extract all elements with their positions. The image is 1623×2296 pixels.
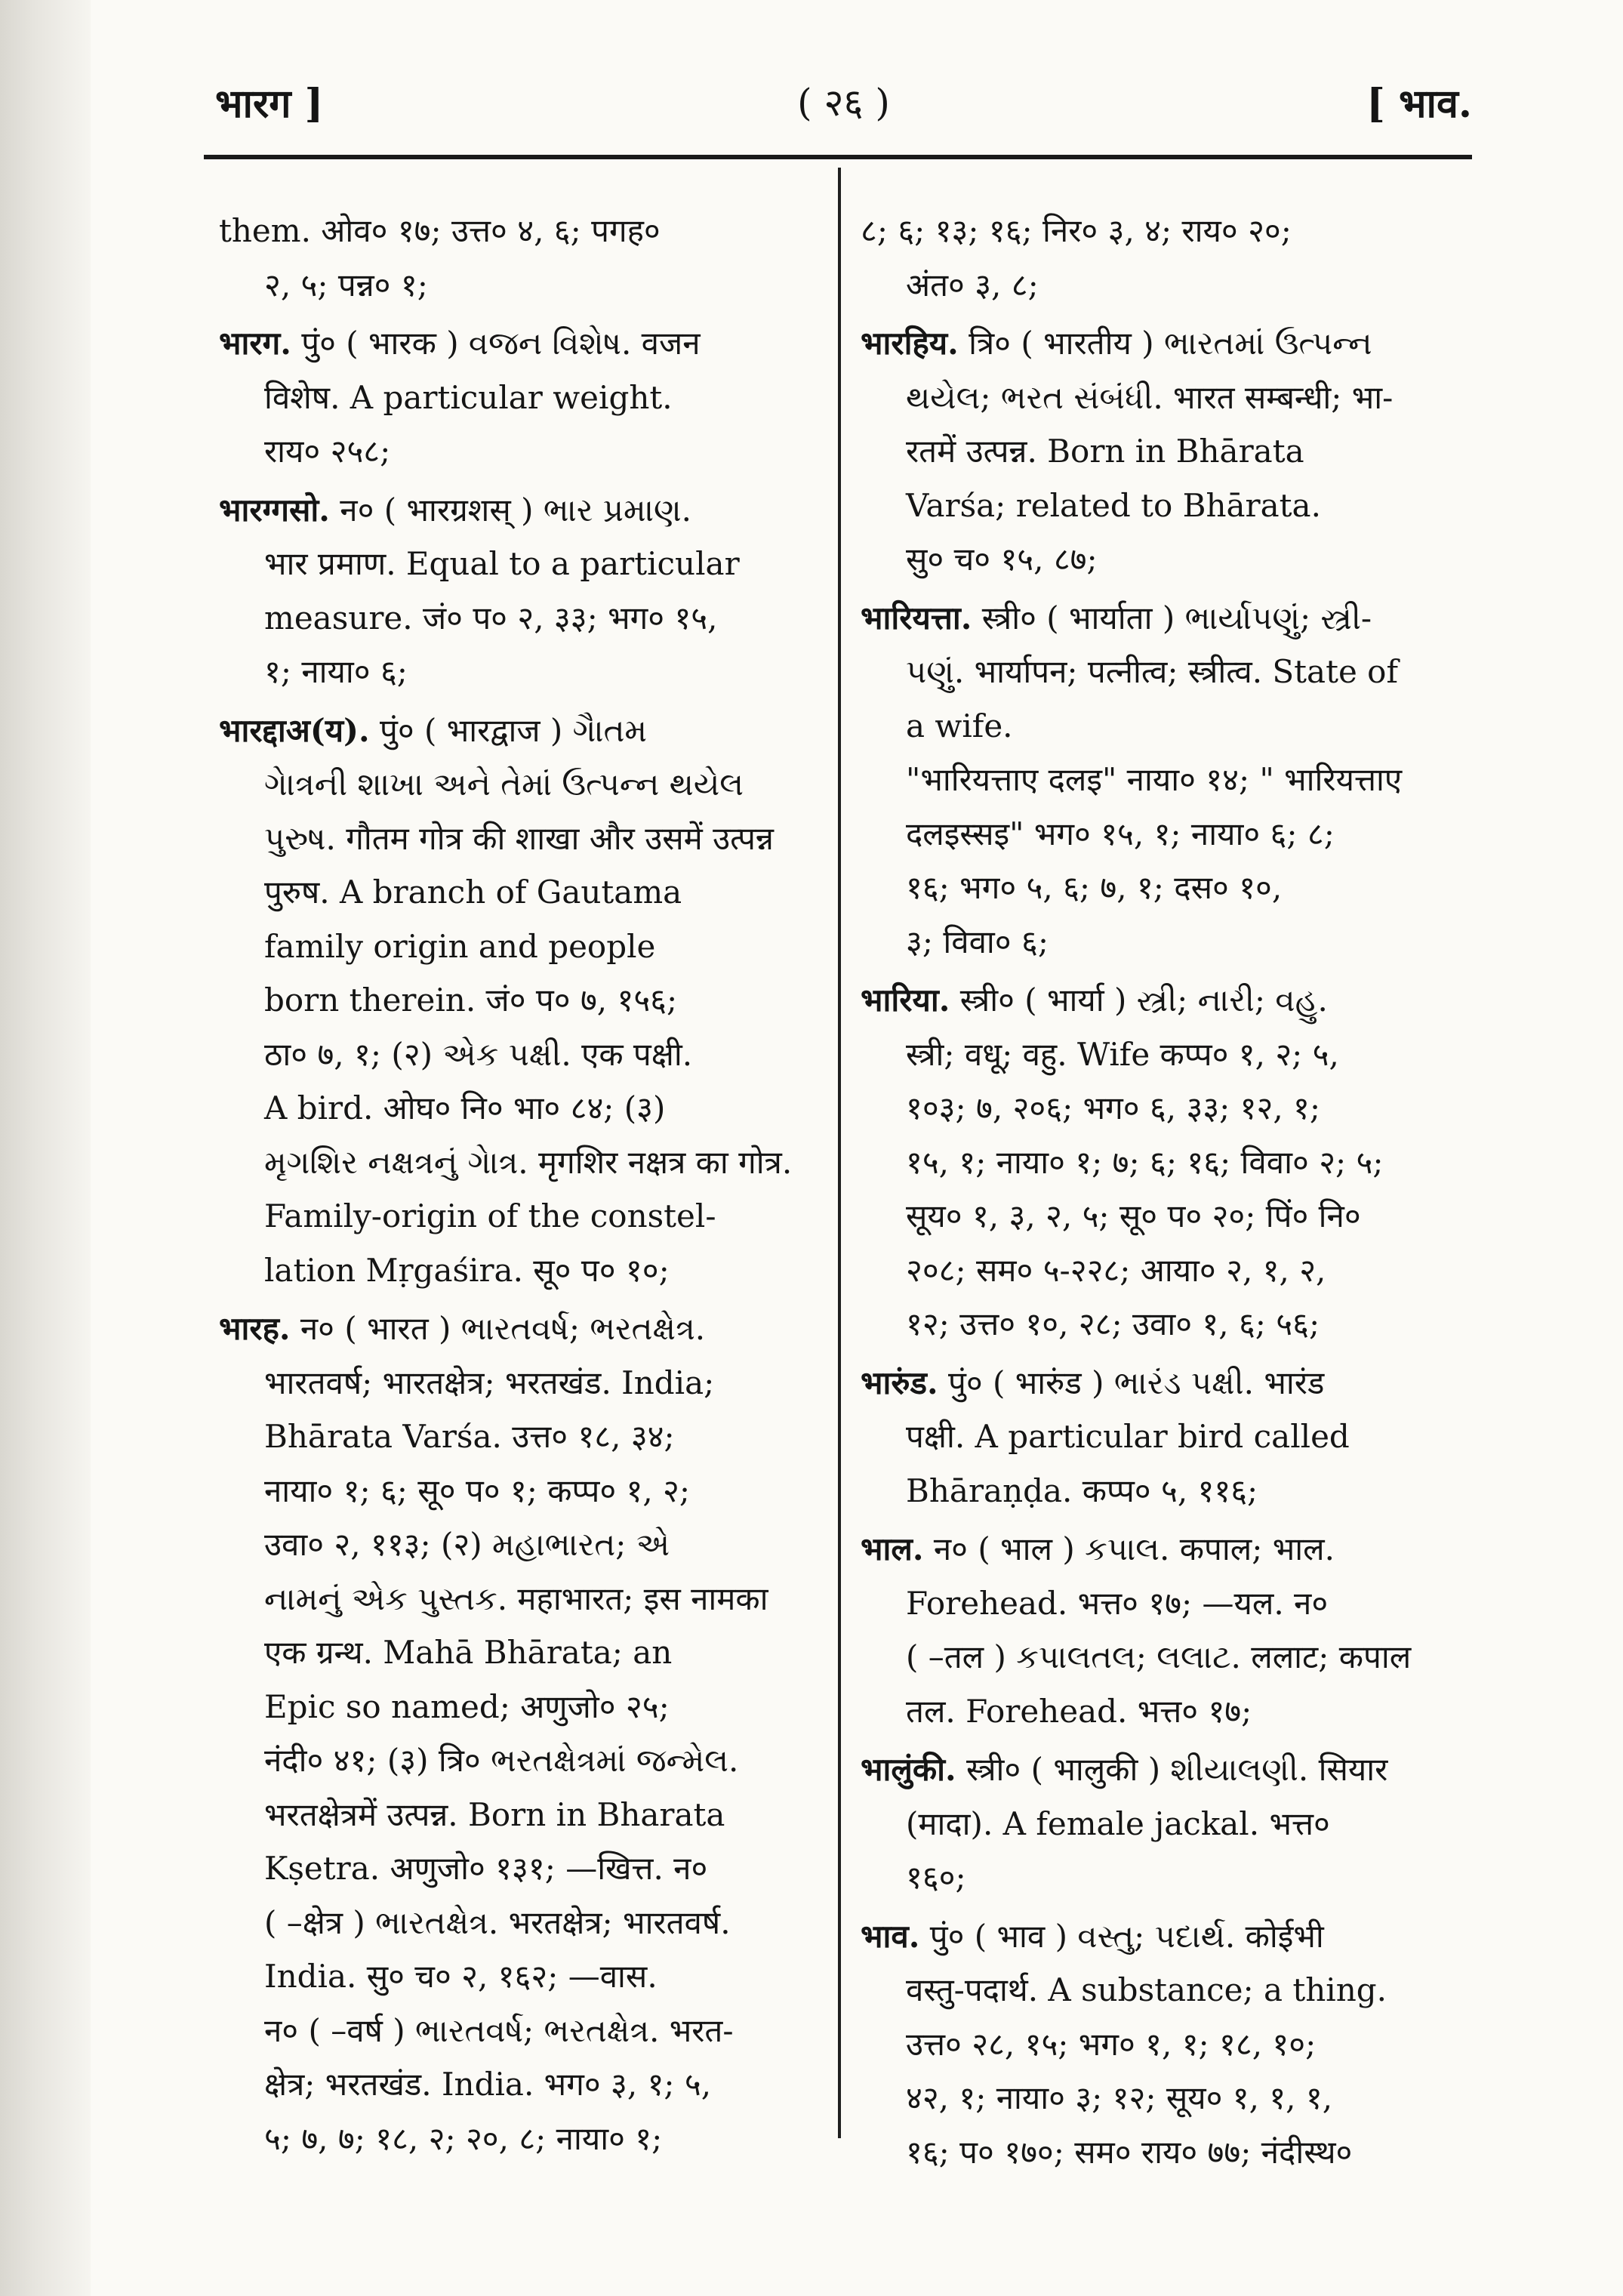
entry-line: [219, 2057, 815, 2112]
entry-text: अंत० ३, ८;: [906, 266, 1039, 304]
entry-line: [219, 1949, 815, 2004]
entry-line: [219, 591, 815, 646]
entry-text: A bird. ओघ० नि० भा० ८४; (३): [264, 1089, 666, 1126]
entry-text: Bhāraṇḍa. कप्प० ५, ११६;: [906, 1472, 1258, 1509]
entry-headword: भारग्गसो.: [219, 491, 330, 529]
entry-headword: भारहिय.: [861, 325, 959, 362]
entry-text: ગેાત્રની શાખા અને તેમાં ઉત્પન્ન થયેલ: [264, 766, 744, 803]
entry-line: [219, 1410, 815, 1464]
entry-line: [861, 1081, 1464, 1136]
entry-line: [861, 2017, 1464, 2072]
entry-text: नाया० १; ६; सू० प० १; कप्प० १, २;: [264, 1472, 691, 1509]
entry-text: राय० २५८;: [264, 433, 391, 470]
entry-line: [219, 316, 815, 371]
entry-text: उत्त० २८, १५; भग० १, १; १८, १०;: [906, 2025, 1317, 2063]
entry-line: [861, 1356, 1464, 1410]
entry-line: [219, 1896, 815, 1950]
entry-headword: भारियत्ता.: [861, 599, 972, 636]
entry-line: [861, 371, 1464, 425]
dictionary-entry: [861, 1743, 1464, 1905]
entry-text: पुं० ( भारक ) વજન વિશેષ. वजन: [301, 325, 701, 362]
entry-text: २०८; सम० ५-२२८; आया० २, १, २,: [906, 1251, 1326, 1289]
entry-text: पक्षी. A particular bird called: [906, 1418, 1350, 1455]
entry-text: भरतक्षेत्रमें उत्पन्न. Born in Bharata: [264, 1795, 725, 1833]
entry-line: [861, 591, 1464, 646]
entry-line: [861, 645, 1464, 699]
entry-line: [861, 1576, 1464, 1631]
entry-text: १५, १; नाया० १; ७; ६; १६; विवा० २; ५;: [906, 1143, 1384, 1181]
entry-headword: भालुंकी.: [861, 1751, 956, 1788]
entry-text: सूय० १, ३, २, ५; सू० प० २०; पिं० नि०: [906, 1197, 1361, 1234]
entry-line: [861, 1136, 1464, 1190]
entry-headword: भाव.: [861, 1917, 920, 1955]
dictionary-entry: [861, 1522, 1464, 1738]
entry-text: पुं० ( भाव ) વસ્તુ; પદાર્થ. कोईभी: [929, 1917, 1324, 1955]
entry-text: ( –तल ) કપાલતલ; લલાટ. ललाट; कपाल: [906, 1638, 1412, 1675]
entry-text: them. ओव० १७; उत्त० ४, ६; पगह०: [219, 212, 661, 249]
entry-line: [219, 1518, 815, 1572]
entry-line: [219, 1788, 815, 1842]
entry-text: न० ( –वर्ष ) ભારતવર્ષ; ભરતક્ષેત્ર. भरत-: [264, 2011, 734, 2049]
entry-line: [861, 1684, 1464, 1739]
entry-line: [219, 1356, 815, 1410]
entry-line: [861, 424, 1464, 479]
entry-line: [861, 204, 1464, 258]
entry-text: થયેલ; ભરત સંબંધી. भारत सम्बन्धी; भा-: [906, 378, 1394, 416]
entry-line: [219, 1028, 815, 1082]
entry-text: क्षेत्र; भरतखंड. India. भग० ३, १; ५,: [264, 2066, 712, 2103]
entry-text: Bhārata Varśa. उत्त० १८, ३४;: [264, 1418, 675, 1455]
entry-text: १६; भग० ५, ६; ७, १; दस० १०,: [906, 869, 1283, 906]
entry-line: [861, 973, 1464, 1028]
entry-text: रतमें उत्पन्न. Born in Bhārata: [906, 433, 1304, 470]
entry-line: [861, 1244, 1464, 1298]
entry-line: [861, 1851, 1464, 1905]
entry-line: [219, 1841, 815, 1896]
entry-text: पुरुष. A branch of Gautama: [264, 874, 682, 911]
entry-line: [219, 812, 815, 866]
entry-text: १०३; ७, २०६; भग० ६, ३३; १२, १;: [906, 1089, 1321, 1126]
entry-text: तल. Forehead. भत्त० १७;: [906, 1692, 1252, 1730]
entry-line: [861, 1028, 1464, 1082]
dictionary-entry: [219, 704, 815, 1298]
entry-text: ( –क्षेत्र ) ભારતક્ષેત્ર. भरतक्षेत्र; भारतवर्ष.: [264, 1903, 731, 1941]
entry-text: १६०;: [906, 1859, 966, 1896]
entry-text: ३; विवा० ६;: [906, 923, 1049, 960]
entry-text: भारतवर्ष; भारतक्षेत्र; भरतखंड. India;: [264, 1364, 715, 1401]
entry-line: [861, 1522, 1464, 1576]
entry-text: वस्तु-पदार्थ. A substance; a thing.: [906, 1971, 1387, 2008]
entry-line: [219, 2004, 815, 2058]
page-binding-edge: [0, 0, 91, 2296]
entry-line: [219, 258, 815, 313]
entry-line: [219, 424, 815, 479]
running-head-right: [ भाव.: [1366, 81, 1472, 127]
entry-line: [861, 1909, 1464, 1964]
entry-text: २, ५; पन्न० १;: [264, 266, 428, 304]
entry-text: भार प्रमाण. Equal to a particular: [264, 545, 740, 582]
entry-text: स्त्री० ( भालुकी ) શીયાલણી. सियार: [966, 1751, 1388, 1788]
entry-text: पुं० ( भारुंड ) ભારંડ પક્ષી. भारंड: [947, 1364, 1325, 1401]
dictionary-entry: [219, 204, 815, 312]
entry-text: Varśa; related to Bhārata.: [906, 486, 1321, 524]
entry-text: "भारियत्ताए दलइ" नाया० १४; " भारियत्ताए: [906, 761, 1403, 798]
dictionary-entry: [861, 1909, 1464, 2180]
entry-text: ठा० ७, १; (२) એક પક્ષી. एक पक्षी.: [264, 1035, 693, 1073]
entry-line: [861, 1189, 1464, 1244]
entry-text: एक ग्रन्थ. Mahā Bhārata; an: [264, 1634, 673, 1671]
dictionary-entry: [219, 483, 815, 699]
entry-text: India. सु० च० २, १६२; —वास.: [264, 1958, 658, 1995]
entry-text: lation Mṛgaśira. सू० प० १०;: [264, 1251, 670, 1289]
entry-line: [219, 757, 815, 812]
entry-line: [861, 2071, 1464, 2125]
entry-line: [219, 920, 815, 974]
entry-line: [861, 1797, 1464, 1851]
entry-line: [219, 371, 815, 425]
entry-line: [861, 861, 1464, 915]
entry-line: [861, 1743, 1464, 1797]
entry-text: १२; उत्त० १०, २८; उवा० १, ६; ५६;: [906, 1305, 1320, 1342]
entry-text: પણું. भार्यापन; पत्नीत्व; स्त्रीत्व. State of: [906, 653, 1399, 690]
entry-text: Epic so named; अणुजो० २५;: [264, 1687, 670, 1725]
entry-line: [219, 1680, 815, 1734]
entry-text: न० ( भाल ) કપાલ. कपाल; भाल.: [933, 1530, 1335, 1567]
entry-line: [861, 479, 1464, 533]
entry-line: [861, 1410, 1464, 1464]
entry-text: १६; प० १७०; सम० राय० ७७; नंदीस्थ०: [906, 2133, 1353, 2171]
dictionary-entry: [861, 973, 1464, 1351]
entry-line: [219, 1136, 815, 1190]
entry-text: નામનું એક પુસ્તક. महाभारत; इस नामका: [264, 1579, 768, 1617]
entry-line: [219, 1081, 815, 1136]
entry-line: [861, 753, 1464, 807]
entry-line: [861, 807, 1464, 861]
entry-line: [219, 973, 815, 1028]
entry-line: [219, 537, 815, 591]
entry-text: measure. जं० प० २, ३३; भग० १५,: [264, 599, 718, 636]
entry-text: सु० च० १५, ८७;: [906, 541, 1098, 578]
entry-line: [861, 1464, 1464, 1518]
entry-line: [861, 2125, 1464, 2180]
entry-text: स्त्री; वधू; वहु. Wife कप्प० १, २; ५,: [906, 1035, 1339, 1073]
entry-text: Kṣetra. अणुजो० १३१; —खित्त. न०: [264, 1850, 708, 1887]
entry-text: उवा० २, ११३; (२) મહાભારત; એ: [264, 1526, 670, 1563]
entry-headword: भाल.: [861, 1530, 924, 1567]
entry-line: [219, 1189, 815, 1244]
entry-line: [219, 865, 815, 920]
running-head-left: भारग ]: [215, 81, 324, 127]
entry-text: विशेष. A particular weight.: [264, 378, 673, 416]
entry-text: મૃગશિર નક્ષત્રનું ગેાત્ર. मृगशिर नक्षत्र का गोत्र.: [264, 1143, 793, 1181]
entry-text: (मादा). A female jackal. भत्त०: [906, 1804, 1330, 1842]
entry-line: [219, 204, 815, 258]
entry-line: [219, 1464, 815, 1518]
entry-line: [861, 1297, 1464, 1351]
entry-line: [861, 258, 1464, 313]
column-divider: [838, 168, 841, 2138]
header-rule: [204, 155, 1472, 159]
entry-line: [219, 645, 815, 699]
entry-line: [861, 532, 1464, 587]
entry-headword: भारह.: [219, 1310, 291, 1347]
entry-line: [219, 1734, 815, 1788]
entry-text: न० ( भारत ) ભારતવર્ષ; ભરતક્ષેત્ર.: [300, 1310, 706, 1347]
entry-line: [219, 483, 815, 538]
entry-text: पुं० ( भारद्वाज ) ગૈાતમ: [379, 711, 648, 749]
left-column: [219, 204, 815, 2170]
entry-text: ५; ७, ७; १८, २; २०, ८; नाया० १;: [264, 2119, 663, 2157]
right-column: [861, 204, 1464, 2184]
dictionary-entry: [861, 316, 1464, 587]
entry-text: न० ( भारग्रशस् ) ભાર પ્રમાણ.: [340, 491, 691, 529]
entry-headword: भारद्दाअ(य).: [219, 711, 370, 749]
entry-text: born therein. जं० प० ७, १५६;: [264, 982, 678, 1019]
entry-line: [219, 1244, 815, 1298]
entry-line: [861, 1630, 1464, 1684]
dictionary-entry: [861, 591, 1464, 969]
entry-line: [219, 2112, 815, 2166]
entry-text: स्त्री० ( भार्या ) સ્ત્રી; નારી; વહુ.: [959, 982, 1328, 1019]
entry-line: [219, 704, 815, 758]
page-number: ( २६ ): [797, 81, 890, 125]
entry-text: Family-origin of the constel-: [264, 1197, 716, 1234]
entry-text: ४२, १; नाया० ३; १२; सूय० १, १, १,: [906, 2079, 1333, 2116]
entry-line: [861, 316, 1464, 371]
entry-headword: भारग.: [219, 325, 291, 362]
page-header: [215, 68, 1472, 136]
entry-line: [219, 1572, 815, 1626]
entry-text: a wife.: [906, 707, 1013, 744]
entry-headword: भारुंड.: [861, 1364, 938, 1401]
entry-line: [219, 1302, 815, 1356]
entry-line: [219, 1626, 815, 1680]
entry-text: family origin and people: [264, 927, 656, 965]
dictionary-entry: [861, 1356, 1464, 1518]
entry-text: नंदी० ४१; (३) त्रि० ભરતક્ષેત્રમાં જન્મેલ.: [264, 1742, 739, 1779]
entry-text: ८; ६; १३; १६; निर० ३, ४; राय० २०;: [861, 212, 1292, 249]
entry-text: स्त्री० ( भार्याता ) ભાર્યાપણું; સ્ત્રી-: [981, 599, 1372, 636]
entry-line: [861, 699, 1464, 754]
entry-text: Forehead. भत्त० १७; —यल. न०: [906, 1584, 1329, 1622]
entry-text: १; नाया० ६;: [264, 653, 408, 690]
entry-line: [861, 915, 1464, 969]
entry-headword: भारिया.: [861, 982, 950, 1019]
entry-text: दलइस्सइ" भग० १५, १; नाया० ६; ८;: [906, 815, 1335, 852]
entry-text: પુરુષ. गौतम गोत्र की शाखा और उसमें उत्पन्न: [264, 819, 774, 857]
dictionary-entry: [219, 316, 815, 479]
entry-line: [861, 1963, 1464, 2017]
entry-text: त्रि० ( भारतीय ) ભારતમાં ઉત્પન્ન: [969, 325, 1372, 362]
dictionary-entry: [861, 204, 1464, 312]
dictionary-entry: [219, 1302, 815, 2165]
